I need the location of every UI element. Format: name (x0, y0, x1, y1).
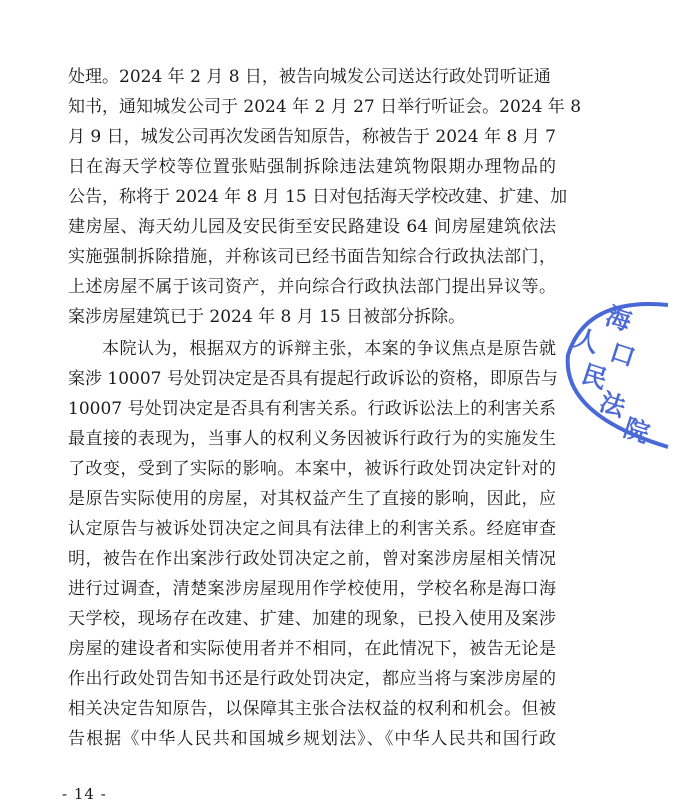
page-number: - 14 - (62, 785, 107, 803)
body-line-10: 本院认为，根据双方的诉辩主张，本案的争议焦点是原告就 (102, 339, 556, 359)
body-line-1: 处理。2024 年 2 月 8 日，被告向城发公司送达行政处罚听证通 (68, 67, 551, 87)
body-line-2: 知书，通知城发公司于 2024 年 2 月 27 日举行听证会。2024 年 8 (68, 97, 582, 117)
svg-text:民: 民 (578, 359, 611, 395)
body-line-14: 了改变，受到了实际的影响。本案中，被诉行政处罚决定针对的 (68, 459, 556, 479)
svg-text:法: 法 (596, 387, 629, 423)
body-line-8: 上述房屋不属于该司资产，并向综合行政执法部门提出异议等。 (68, 277, 556, 297)
body-line-5: 公告，称将于 2024 年 8 月 15 日对包括海天学校改建、扩建、加 (68, 187, 568, 207)
body-line-21: 作出行政处罚告知书还是行政处罚决定，都应当将与案涉房屋的 (68, 669, 556, 689)
body-line-6: 建房屋、海天幼儿园及安民街至安民路建设 64 间房屋建筑依法 (68, 217, 556, 237)
svg-text:院: 院 (620, 413, 653, 449)
svg-text:海: 海 (602, 301, 635, 337)
body-line-16: 认定原告与被诉处罚决定之间具有法律上的利害关系。经庭审查 (68, 519, 556, 539)
body-line-9: 案涉房屋建筑已于 2024 年 8 月 15 日被部分拆除。 (68, 307, 466, 327)
body-line-19: 天学校，现场存在改建、扩建、加建的现象，已投入使用及案涉 (68, 609, 556, 629)
body-line-7: 实施强制拆除措施，并称该司已经书面告知综合行政执法部门， (68, 247, 556, 267)
body-line-3: 月 9 日，城发公司再次发函告知原告，称被告于 2024 年 8 月 7 (68, 127, 556, 147)
body-line-23: 告根据《中华人民共和国城乡规划法》、《中华人民共和国行政 (68, 729, 556, 749)
svg-text:口: 口 (606, 337, 639, 373)
body-line-11: 案涉 10007 号处罚决定是否具有提起行政诉讼的资格，即原告与 (68, 369, 558, 389)
body-line-17: 明，被告在作出案涉行政处罚决定之前，曾对案涉房屋相关情况 (68, 549, 556, 569)
body-line-13: 最直接的表现为，当事人的权利义务因被诉行政行为的实施发生 (68, 429, 556, 449)
body-line-20: 房屋的建设者和实际使用者并不相同，在此情况下，被告无论是 (68, 639, 556, 659)
body-line-4: 日在海天学校等位置张贴强制拆除违法建筑物限期办理物品的 (68, 157, 556, 177)
svg-text:人: 人 (570, 323, 603, 359)
court-seal-stamp (558, 285, 678, 455)
body-line-15: 是原告实际使用的房屋，对其权益产生了直接的影响，因此，应 (68, 489, 556, 509)
body-line-12: 10007 号处罚决定是否具有利害关系。行政诉讼法上的利害关系 (68, 399, 556, 419)
body-line-22: 相关决定告知原告，以保障其主张合法权益的权利和机会。但被 (68, 699, 556, 719)
body-line-18: 进行过调查，清楚案涉房屋现用作学校使用，学校名称是海口海 (68, 579, 556, 599)
